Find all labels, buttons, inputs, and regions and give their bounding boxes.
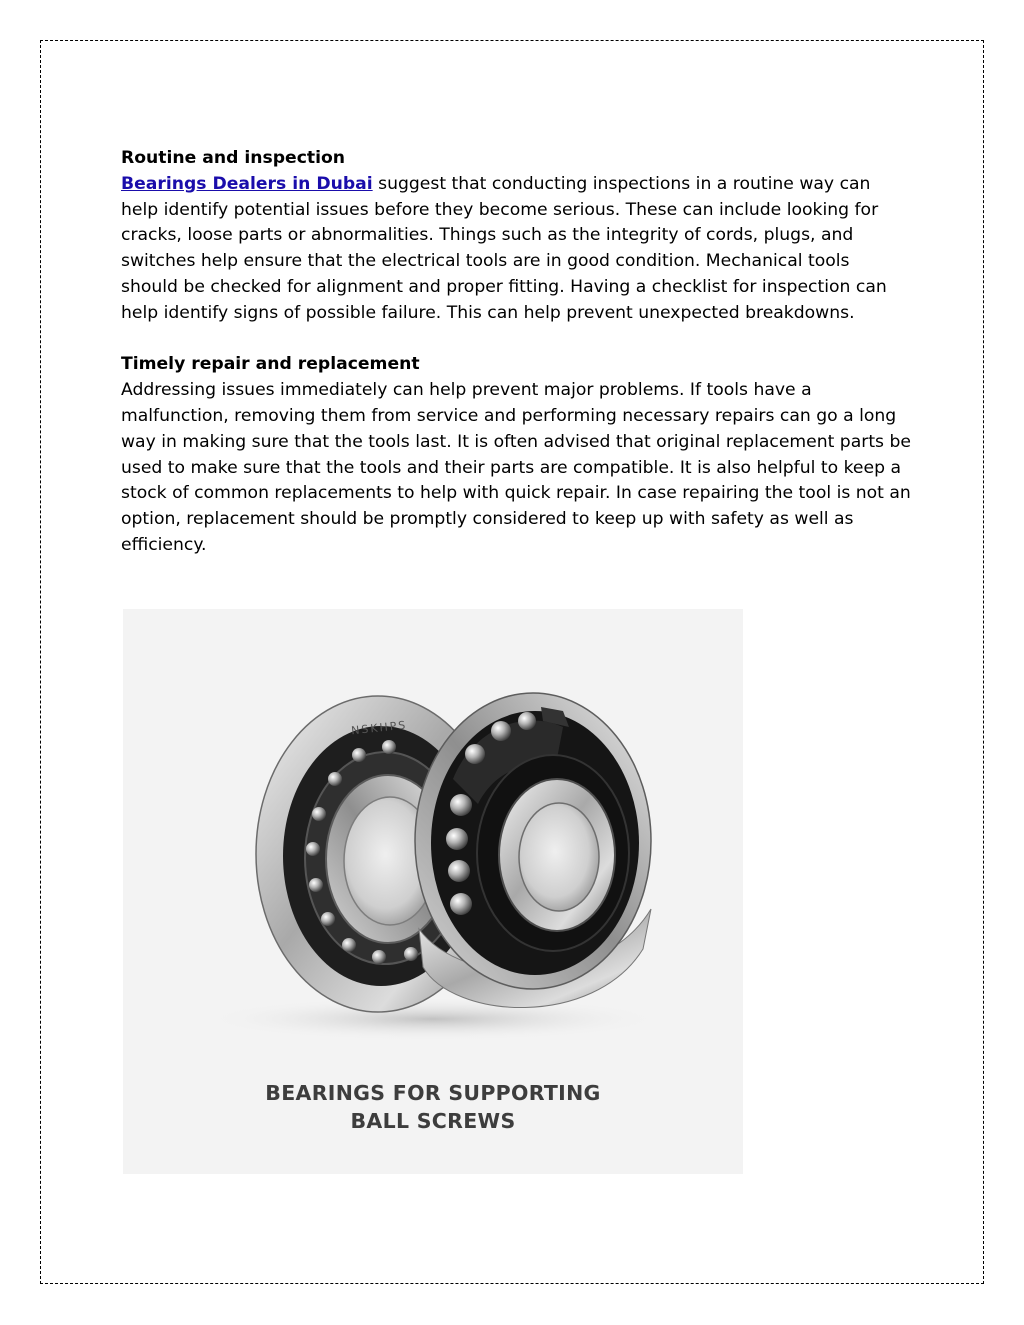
- front-bearing: [415, 693, 651, 1008]
- paragraph-repair-replacement: Addressing issues immediately can help prevent major problems. If tools have a malfunction, removing them from service and performing necessary repairs can go a long way in making sure that the tools last. It is often advised that original replacement parts be used to make sure that the tools and their parts are compatible. It is also helpful to keep a stock of common replacements to help with quick repair. In case repairing the tool is not an option, replacement should be promptly considered to keep up with safety as well as efficiency.: [121, 380, 911, 555]
- bearing-illustration: [123, 609, 743, 1174]
- bearings-dealers-link[interactable]: Bearings Dealers in Dubai: [121, 173, 373, 194]
- floor-shadow: [203, 997, 663, 1041]
- section-heading-repair-replacement: Timely repair and replacement: [121, 354, 420, 375]
- figure-caption: [123, 1079, 743, 1135]
- paragraph-routine-inspection: [121, 172, 911, 327]
- bearings-image: [123, 609, 743, 1079]
- section-heading-routine-inspection: Routine and inspection: [121, 148, 346, 168]
- document-body: [121, 146, 911, 559]
- paragraph-spacer: [121, 327, 911, 353]
- caption-line-1: BEARINGS FOR SUPPORTING: [265, 1081, 601, 1105]
- bearing-engraving: NSKHPS: [350, 718, 408, 738]
- paragraph-routine-inspection-text: suggest that conducting inspections in a routine way can help identify potential issues before they become serious. These can include looking for cracks, loose parts or abnormalities. Things such as the integrity of cords, plugs, and switches help ensure that the electrical tools are in good condition. Mechanical tools should be checked for alignment and proper fitting. Having a checklist for inspection can help identify signs of possible failure. This can help prevent unexpected breakdowns.: [121, 173, 887, 323]
- caption-line-2: BALL SCREWS: [350, 1109, 516, 1133]
